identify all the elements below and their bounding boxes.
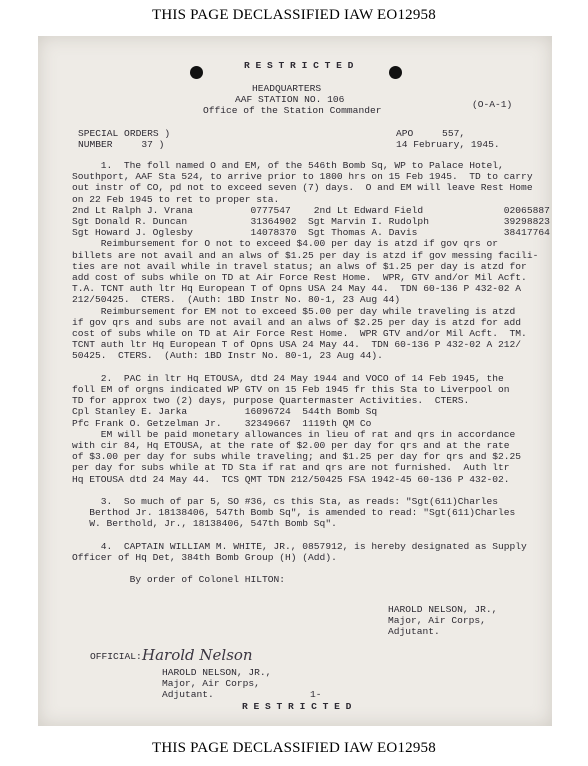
body-line: ties are not avail while in travel status; an alws of $1.25 per day is atzd for [72,260,527,272]
body-line: add cost of subs while on TD at Air Force Rest Home. WPR, GTV and/or Mil Acft. [72,272,527,283]
classification-footer: R E S T R I C T E D [242,701,352,712]
body-line: 2nd Lt Ralph J. Vrana 0777547 2nd Lt Edward Field 02065887 [72,204,550,216]
orders-number: NUMBER 37 ) [78,139,165,150]
signer-title: Adjutant. [388,626,440,637]
body-line: cost of subs while on TD at Air Force Rest Home. WPR GTV and/or Mil Acft. TM. [72,328,527,339]
body-line: Southport, AAF Sta 524, to arrive prior to 1800 hrs on 15 Feb 1945. TD to carry [72,171,533,183]
signer-name: HAROLD NELSON, JR., [388,604,498,615]
body-line: Sgt Howard J. Oglesby 14078370 Sgt Thomas A. Davis 38417764 [72,227,550,239]
body-line: Reimbursement for O not to exceed $4.00 per day is atzd if gov qrs or [72,238,499,250]
station-line: AAF STATION NO. 106 [235,94,345,105]
punch-hole-left-icon [190,66,203,79]
body-line: Reimbursement for EM not to exceed $5.00 per day while traveling is atzd [72,305,516,317]
headquarters-line: HEADQUARTERS [252,83,322,94]
body-line: Hq ETOUSA dtd 24 May 44. TCS QMT TDN 212/50425 FSA 1942-45 60-136 P 432-02. [72,473,510,485]
body-line: on 22 Feb 1945 to ret to proper sta. [72,193,280,205]
body-line: W. Berthold, Jr., 18138406, 547th Bomb Sq". [72,518,337,530]
body-line: 50425. CTERS. (Auth: 1BD Instr No. 80-1, 23 Aug 44). [72,350,383,362]
punch-hole-right-icon [389,66,402,79]
apo-line: APO 557, [396,128,466,139]
classification-header: R E S T R I C T E D [244,60,354,71]
body-line: 212/50425. CTERS. (Auth: 1BD Instr No. 80-1, 23 Aug 44) [72,294,401,306]
body-line: Berthod Jr. 18138406, 547th Bomb Sq", is amended to read: "Sgt(611)Charles [72,507,516,519]
body-line: Cpl Stanley E. Jarka 16096724 544th Bomb Sq [72,406,378,418]
body-line: Sgt Donald R. Duncan 31364902 Sgt Marvin I. Rudolph 39298823 [72,216,550,227]
body-line: 1. The foll named O and EM, of the 546th Bomb Sq, WP to Palace Hotel, [72,160,504,171]
signer-rank: Major, Air Corps, [388,615,486,626]
office-line: Office of the Station Commander [203,105,382,116]
body-line: T.A. TCNT auth ltr Hq European T of Opns USA 24 May 44. TDN 60-136 P 432-02 A [72,283,522,295]
body-line: TCNT auth ltr Hq European T of Opns USA 24 May 44. TDN 60-136 P 432-02 A 212/ [72,339,522,351]
body-line: out instr of CO, pd not to exceed seven (7) days. O and EM will leave Rest Home [72,182,533,194]
body-line: billets are not avail and an alws of $1.25 per day is atzd if gov messing facili- [72,249,539,261]
declassification-banner-top: THIS PAGE DECLASSIFIED IAW EO12958 [152,7,436,23]
orders-date: 14 February, 1945. [396,139,500,150]
page-number: 1- [310,689,322,700]
official-rank: Major, Air Corps, [162,678,260,689]
body-line: TD for approx two (2) days, purpose Quartermaster Activities. CTERS. [72,395,470,407]
body-line: per day for subs while at TD Sta if rat and qrs are not furnished. Auth ltr [72,462,510,474]
special-orders-label: SPECIAL ORDERS ) [78,128,171,139]
body-line: 2. PAC in ltr Hq ETOUSA, dtd 24 May 1944 and VOCO of 14 Feb 1945, the [72,372,504,384]
body-line: if gov qrs and subs are not avail and an alws of $2.25 per day is atzd for add [72,316,522,328]
document-code: (O-A-1) [472,99,513,110]
body-line: Pfc Frank O. Getzelman Jr. 32349667 1119th QM Co [72,417,372,429]
body-line: Officer of Hq Det, 384th Bomb Group (H) (Add). [72,552,337,563]
body-line: 3. So much of par 5, SO #36, cs this Sta, as reads: "Sgt(611)Charles [72,496,499,507]
body-line: with cir 84, Hq ETOUSA, at the rate of $2.00 per day for qrs and at the rate [72,440,510,451]
body-line: By order of Colonel HILTON: [72,574,286,586]
declassification-banner-bottom: THIS PAGE DECLASSIFIED IAW EO12958 [152,740,436,756]
official-title: Adjutant. [162,689,214,700]
official-name: HAROLD NELSON, JR., [162,667,272,678]
body-line: foll EM of orgns indicated WP GTV on 15 Feb 1945 fr this Sta to Liverpool on [72,384,510,395]
handwritten-signature: Harold Nelson [142,646,253,664]
official-label: OFFICIAL: [90,651,142,662]
document-page [38,36,552,726]
body-line: EM will be paid monetary allowances in lieu of rat and qrs in accordance [72,428,516,440]
body-line: of $3.00 per day for subs while traveling; and $1.25 per day for qrs and $2.25 [72,451,522,463]
body-line: 4. CAPTAIN WILLIAM M. WHITE, JR., 0857912, is hereby designated as Supply [72,540,527,552]
